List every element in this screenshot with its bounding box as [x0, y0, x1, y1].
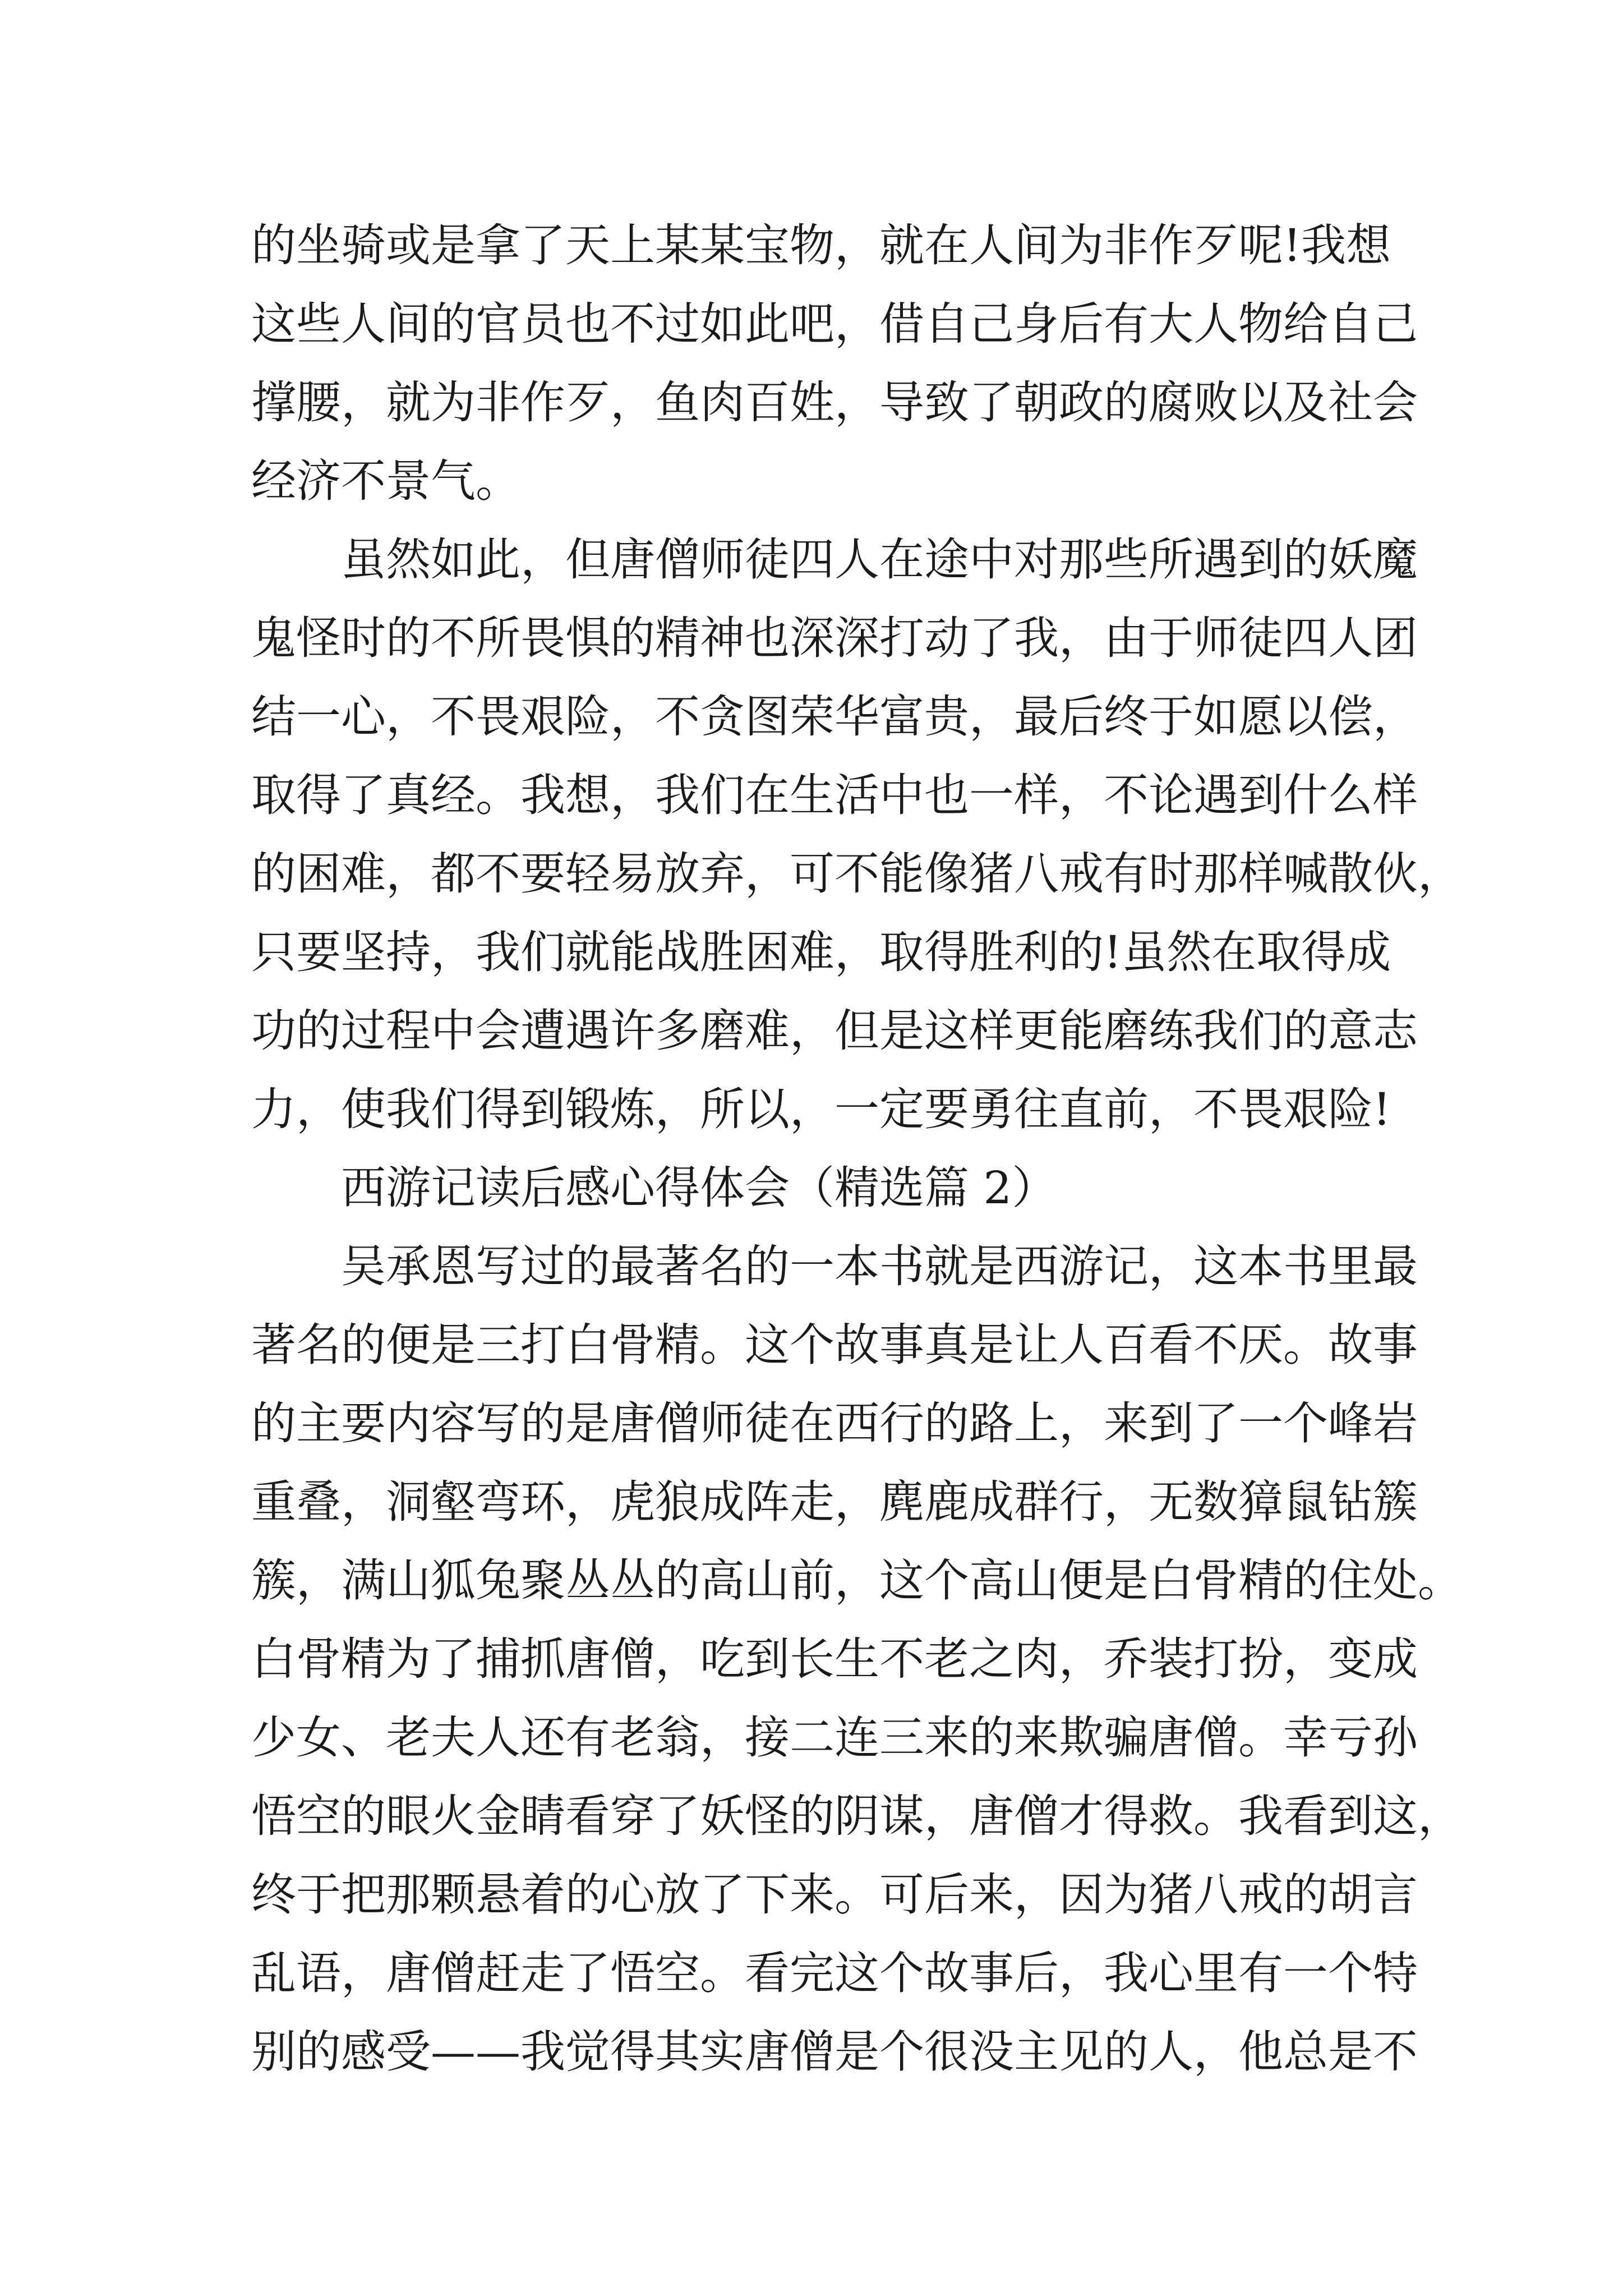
text-line: 白骨精为了捕抓唐僧，吃到长生不老之肉，乔装打扮，变成 — [251, 1633, 1418, 1685]
text-line: 功的过程中会遭遇许多磨难，但是这样更能磨练我们的意志 — [251, 1005, 1418, 1057]
text-line: 重叠，洞壑弯环，虎狼成阵走，麂鹿成群行，无数獐鼠钻簇 — [251, 1476, 1418, 1528]
text-line: 少女、老夫人还有老翁，接二连三来的来欺骗唐僧。幸亏孙 — [251, 1711, 1418, 1764]
text-line: 吴承恩写过的最著名的一本书就是西游记，这本书里最 — [341, 1240, 1418, 1292]
text-line: 结一心，不畏艰险，不贪图荣华富贵，最后终于如愿以偿， — [251, 691, 1418, 743]
document-body — [251, 206, 1463, 2091]
text-line: 著名的便是三打白骨精。这个故事真是让人百看不厌。故事 — [251, 1319, 1418, 1371]
paragraph-white-bone-demon — [251, 1227, 1463, 2091]
section-heading-text: 西游记读后感心得体会（精选篇 2） — [341, 1162, 1057, 1214]
text-line: 别的感受——我觉得其实唐僧是个很没主见的人，他总是不 — [251, 2026, 1418, 2078]
text-line: 虽然如此，但唐僧师徒四人在途中对那些所遇到的妖魔 — [341, 533, 1418, 586]
text-line: 簇，满山狐兔聚丛丛的高山前，这个高山便是白骨精的住处。 — [251, 1554, 1463, 1607]
section-heading — [251, 1149, 1401, 1227]
text-line: 悟空的眼火金睛看穿了妖怪的阴谋，唐僧才得救。我看到这， — [251, 1790, 1463, 1842]
text-line: 的困难，都不要轻易放弃，可不能像猪八戒有时那样喊散伙， — [251, 848, 1463, 900]
text-line: 只要坚持，我们就能战胜困难，取得胜利的!虽然在取得成 — [251, 926, 1391, 978]
text-line: 撑腰，就为非作歹，鱼肉百姓，导致了朝政的腐败以及社会 — [251, 376, 1418, 429]
text-line: 经济不景气。 — [251, 455, 520, 507]
text-line: 取得了真经。我想，我们在生活中也一样，不论遇到什么样 — [251, 769, 1418, 821]
text-line: 这些人间的官员也不过如此吧，借自己身后有大人物给自己 — [251, 298, 1418, 350]
text-line: 力，使我们得到锻炼，所以，一定要勇往直前，不畏艰险! — [251, 1083, 1391, 1135]
paragraph-perseverance — [251, 521, 1463, 1149]
text-line: 乱语，唐僧赶走了悟空。看完这个故事后，我心里有一个特 — [251, 1947, 1418, 1999]
paragraph-continued — [251, 206, 1418, 521]
text-line: 鬼怪时的不所畏惧的精神也深深打动了我，由于师徒四人团 — [251, 612, 1418, 664]
text-line: 终于把那颗悬着的心放了下来。可后来，因为猪八戒的胡言 — [251, 1869, 1418, 1921]
text-line: 的坐骑或是拿了天上某某宝物，就在人间为非作歹呢!我想 — [251, 219, 1391, 272]
text-line: 的主要内容写的是唐僧师徒在西行的路上，来到了一个峰岩 — [251, 1397, 1418, 1450]
